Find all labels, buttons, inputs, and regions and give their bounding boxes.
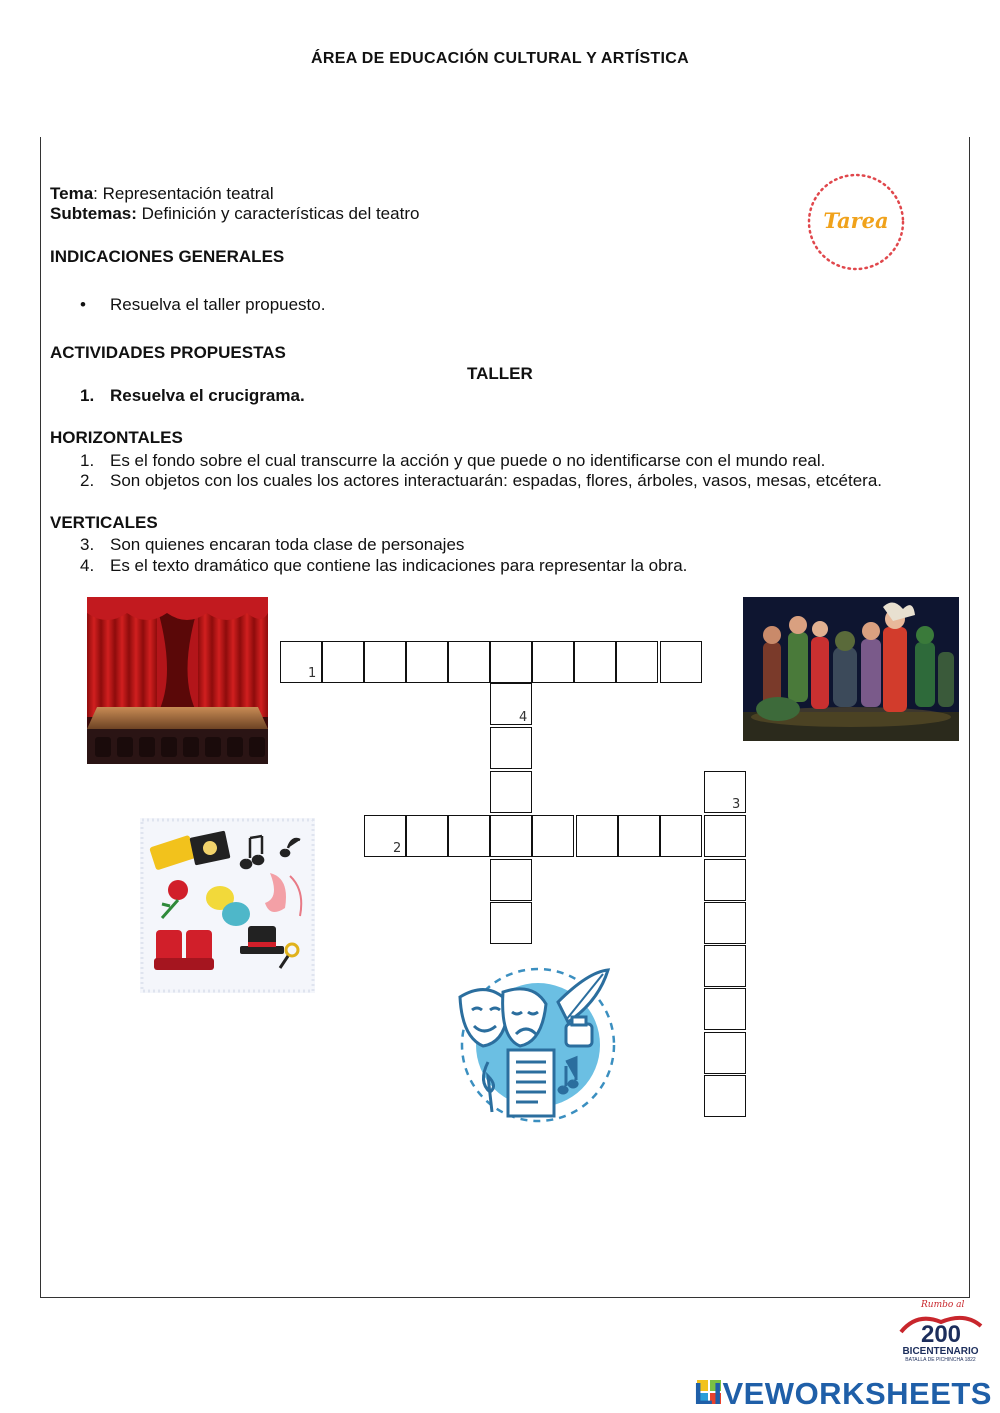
crossword-cell-input[interactable] [705,816,745,856]
crossword-number-3: 3 [732,797,741,812]
crossword-cell-h1-3[interactable] [364,641,406,683]
crossword-cell-h2-9[interactable] [704,815,746,857]
actividad-text: Resuelva el crucigrama. [110,386,305,405]
tema-value: : Representación teatral [93,184,274,203]
actividades-heading: ACTIVIDADES PROPUESTAS [50,343,286,362]
bicentenario-logo-name: BICENTENARIO [902,1346,979,1357]
clue-h1-number: 1. [80,451,95,470]
tarea-badge-text: Tarea [823,208,889,233]
crossword-cell-input[interactable] [705,903,745,943]
theater-props-illustration [140,818,315,993]
bicentenario-logo [893,1300,988,1366]
crossword-cell-v4-1[interactable] [490,683,532,725]
stage-curtain-image [87,597,268,764]
crossword-cell-input[interactable] [491,684,531,724]
crossword-cell-h1-5[interactable] [448,641,490,683]
crossword-cell-v3-5[interactable] [704,945,746,987]
crossword-cell-h1-1[interactable] [280,641,322,683]
crossword-cell-input[interactable] [491,816,531,856]
crossword-cell-input[interactable] [323,642,363,682]
crossword-cell-h1-6[interactable] [490,641,532,683]
subtemas-value: Definición y características del teatro [136,204,420,223]
crossword-cell-input[interactable] [365,816,405,856]
crossword-cell-input[interactable] [705,1076,745,1116]
crossword-cell-h2-4[interactable] [490,815,532,857]
clue-h1-text: Es el fondo sobre el cual transcurre la acción y que puede o no identificarse con el mundo real. [110,451,826,470]
crossword-cell-h1-8[interactable] [574,641,616,683]
subtemas-label: Subtemas: [50,204,137,223]
crossword-cell-h2-8[interactable] [660,815,702,857]
crossword-cell-v3-6[interactable] [704,988,746,1030]
clue-v4-number: 4. [80,556,95,575]
crossword-cell-input[interactable] [407,642,447,682]
clue-h2-text: Son objetos con los cuales los actores interactuarán: espadas, flores, árboles, vasos, mesas, etcétera. [110,471,883,490]
crossword-cell-input[interactable] [491,903,531,943]
crossword-cell-input[interactable] [705,772,745,812]
crossword-cell-input[interactable] [705,989,745,1029]
crossword-cell-v3-1[interactable] [704,771,746,813]
crossword-cell-h1-9[interactable] [616,641,658,683]
svg-text:200: 200 [920,1321,962,1344]
crossword-cell-input[interactable] [661,642,701,682]
crossword-cell-h1-10[interactable] [660,641,702,683]
crossword-cell-v3-4[interactable] [704,902,746,944]
crossword-cell-h1-7[interactable] [532,641,574,683]
crossword-cell-h2-1[interactable] [364,815,406,857]
bicentenario-logo-script: Rumbo al [921,1300,965,1310]
taller-title: TALLER [467,364,533,383]
crossword-cell-input[interactable] [533,642,573,682]
crossword-cell-input[interactable] [705,860,745,900]
crossword-cell-input[interactable] [705,1033,745,1073]
crossword-cell-h1-2[interactable] [322,641,364,683]
horizontales-heading: HORIZONTALES [50,428,183,447]
subtemas-line [50,203,419,224]
crossword-cell-input[interactable] [577,816,617,856]
crossword-cell-input[interactable] [617,642,657,682]
crossword-cell-h2-5[interactable] [532,815,574,857]
clue-h2-number: 2. [80,471,95,490]
clue-v3-text: Son quienes encaran toda clase de personajes [110,535,465,554]
theater-actors-photo [743,597,959,741]
theater-masks-script-icon [448,962,618,1128]
crossword-number-2: 2 [393,841,402,856]
crossword-cell-input[interactable] [705,946,745,986]
crossword-cell-h2-2[interactable] [406,815,448,857]
crossword-cell-input[interactable] [491,772,531,812]
bicentenario-logo-sub: BATALLA DE PICHINCHA 1822 [905,1357,976,1363]
crossword-number-4: 4 [519,710,528,725]
crossword-cell-v4-3[interactable] [490,771,532,813]
crossword-cell-v4-2[interactable] [490,727,532,769]
crossword-cell-h1-4[interactable] [406,641,448,683]
tarea-badge [806,172,906,272]
crossword-cell-input[interactable] [449,642,489,682]
crossword-number-1: 1 [308,666,317,681]
clue-v3-number: 3. [80,535,95,554]
actividad-number: 1. [80,386,95,405]
bullet-dot: • [80,295,86,314]
indicaciones-heading: INDICACIONES GENERALES [50,247,285,266]
crossword-cell-input[interactable] [407,816,447,856]
tema-label: Tema [50,184,94,203]
verticales-heading: VERTICALES [50,513,158,532]
crossword-cell-input[interactable] [533,816,573,856]
crossword-cell-input[interactable] [491,860,531,900]
crossword-cell-input[interactable] [575,642,615,682]
crossword-cell-h2-6[interactable] [576,815,618,857]
crossword-cell-input[interactable] [491,728,531,768]
crossword-cell-h2-3[interactable] [448,815,490,857]
crossword-cell-input[interactable] [281,642,321,682]
liveworksheets-wordmark: LIVEWORKSHEETS [693,1376,992,1411]
clue-v4-text: Es el texto dramático que contiene las indicaciones para representar la obra. [110,556,688,575]
crossword-cell-v3-8[interactable] [704,1075,746,1117]
crossword-cell-input[interactable] [449,816,489,856]
crossword-cell-input[interactable] [491,642,531,682]
bicentenario-emblem [897,1310,985,1344]
page-header-title: ÁREA DE EDUCACIÓN CULTURAL Y ARTÍSTICA [311,50,689,67]
crossword-cell-h2-7[interactable] [618,815,660,857]
crossword-cell-v4-5[interactable] [490,859,532,901]
crossword-cell-input[interactable] [619,816,659,856]
crossword-cell-v4-6[interactable] [490,902,532,944]
crossword-cell-input[interactable] [365,642,405,682]
tema-line [50,183,274,204]
crossword-cell-input[interactable] [661,816,701,856]
indicaciones-bullet: Resuelva el taller propuesto. [110,295,326,314]
crossword-cell-v3-3[interactable] [704,859,746,901]
crossword-cell-v3-7[interactable] [704,1032,746,1074]
